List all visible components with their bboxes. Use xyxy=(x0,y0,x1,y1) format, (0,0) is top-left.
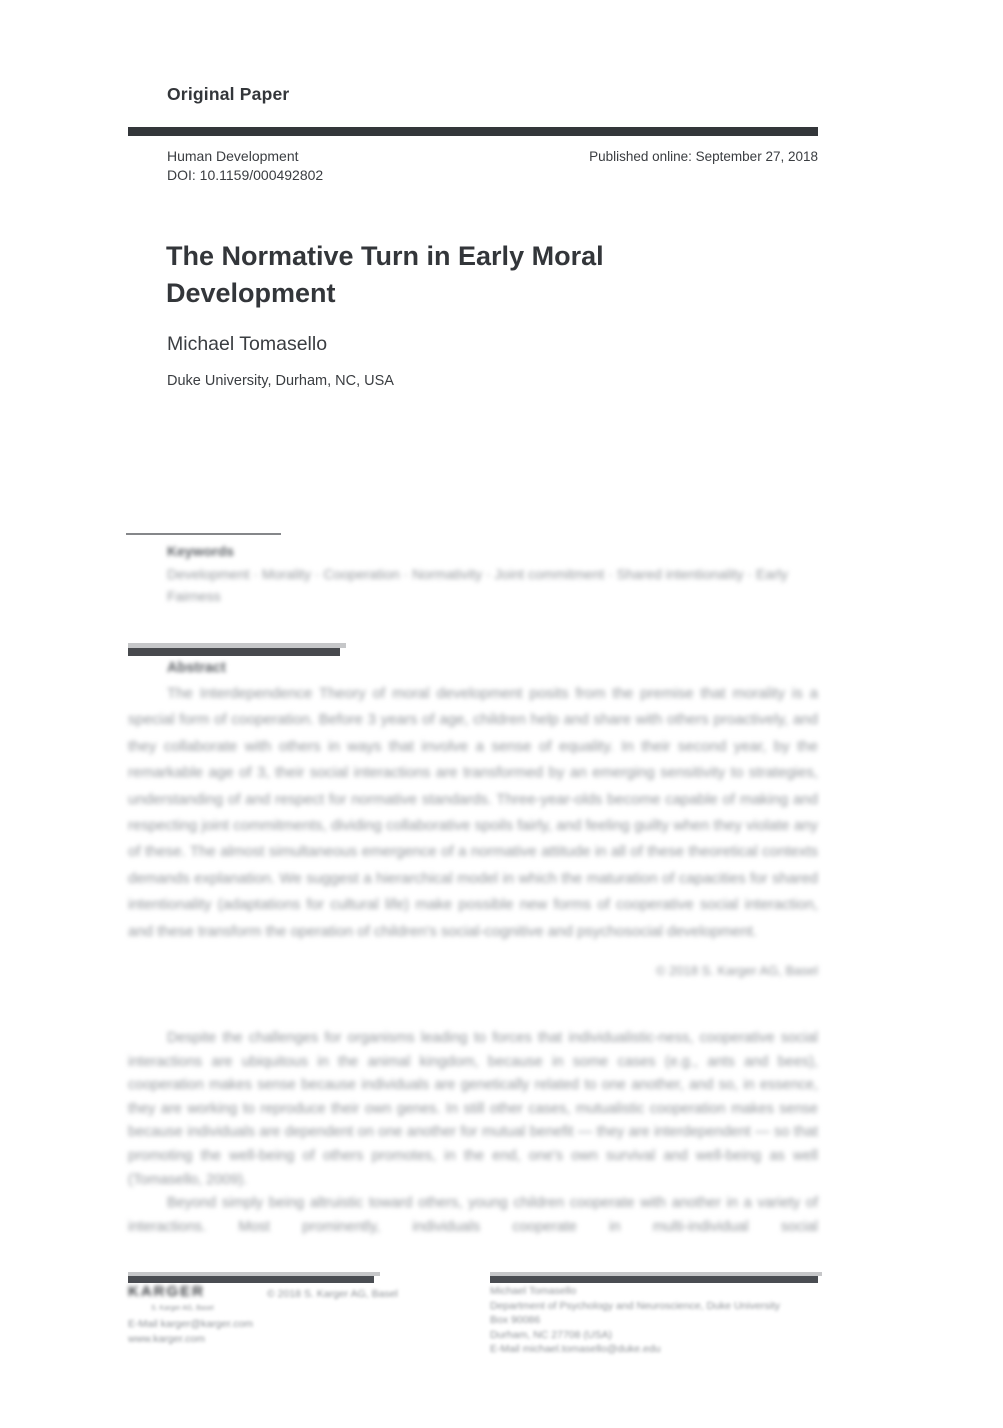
correspondence-department: Department of Psychology and Neuroscience, Duke University xyxy=(490,1299,781,1312)
keywords-text: Development · Morality · Cooperation · Normativity · Joint commitment · Shared intentionality · Early Fairness xyxy=(167,566,788,604)
body-text xyxy=(128,1027,818,1239)
body-paragraph-2: Beyond simply being altruistic toward others, young children cooperate with another in a variety of interactions. Most prominently, individuals cooperate in multi-individual social xyxy=(128,1195,818,1235)
correspondence-block xyxy=(490,1284,820,1357)
correspondence-box: Box 90086 xyxy=(490,1314,541,1327)
abstract-bar xyxy=(128,648,340,656)
correspondence-email: E-Mail michael.tomasello@duke.edu xyxy=(490,1343,661,1356)
body-paragraph-1: Despite the challenges for organisms leading to forces that individualistic-ness, cooperative social interactions are ubiquitous in the animal kingdom, because in some cases (e.g., ants and bees), cooperation makes sense because individuals are genetically related to one another, and so, in essence, they are working to reproduce their own genes. In still other cases, mutualistic cooperation makes sense because individuals are dependent on one another for mutual benefit — they are interdependent — so that promoting the well-being of others promotes, in the end, one's own survival and well-being as well (Tomasello, 2009). xyxy=(128,1030,818,1188)
publisher-logo: KARGER xyxy=(128,1283,206,1300)
article-title: The Normative Turn in Early Moral Development xyxy=(166,241,604,308)
footer-left-bar xyxy=(128,1276,374,1283)
publisher-copyright: © 2018 S. Karger AG, Basel xyxy=(267,1288,398,1300)
header-rule xyxy=(128,127,818,136)
footer-right-bar xyxy=(490,1276,818,1283)
publisher-email: E-Mail karger@karger.com xyxy=(128,1318,254,1330)
abstract-text: The Interdependence Theory of moral development posits from the premise that morality is a special form of cooperation. Before 3 years of age, children help and share with others proactively, and they collaborate with others in ways that involve a sense of equality. In their second year, by the remarkable age of 3, their social interactions are transformed by an emerging sensitivity to strategies, understanding of and respect for normative standards. Three-year-olds become capable of making and respecting joint commitments, dividing collaborative spoils fairly, and feeling guilty when they violate any of these. The almost simultaneous emergence of a normative attitude in all of these theoretical contexts demands explanation. We suggest a hierarchical model in which the maturation of capacities for shared intentionality (adaptations for cultural life) make possible new forms of cooperative social interaction, and these transform the operation of children's social-cognitive and psychosocial development. xyxy=(128,685,818,940)
publisher-tagline: S. Karger AG, Basel xyxy=(151,1305,214,1312)
published-online: Published online: September 27, 2018 xyxy=(589,149,818,164)
keywords-rule xyxy=(126,533,281,535)
abstract-copyright: © 2018 S. Karger AG, Basel xyxy=(655,963,818,978)
affiliation: Duke University, Durham, NC, USA xyxy=(167,373,394,389)
correspondence-city: Durham, NC 27708 (USA) xyxy=(490,1328,612,1341)
author-name: Michael Tomasello xyxy=(167,333,328,355)
doi: DOI: 10.1159/000492802 xyxy=(167,167,324,183)
journal-name: Human Development xyxy=(167,148,299,164)
abstract-heading: Abstract xyxy=(167,660,226,676)
keywords-heading: Keywords xyxy=(167,543,234,559)
section-label: Original Paper xyxy=(167,84,290,104)
publisher-website: www.karger.com xyxy=(128,1333,206,1345)
correspondence-name: Michael Tomasello xyxy=(490,1285,577,1297)
